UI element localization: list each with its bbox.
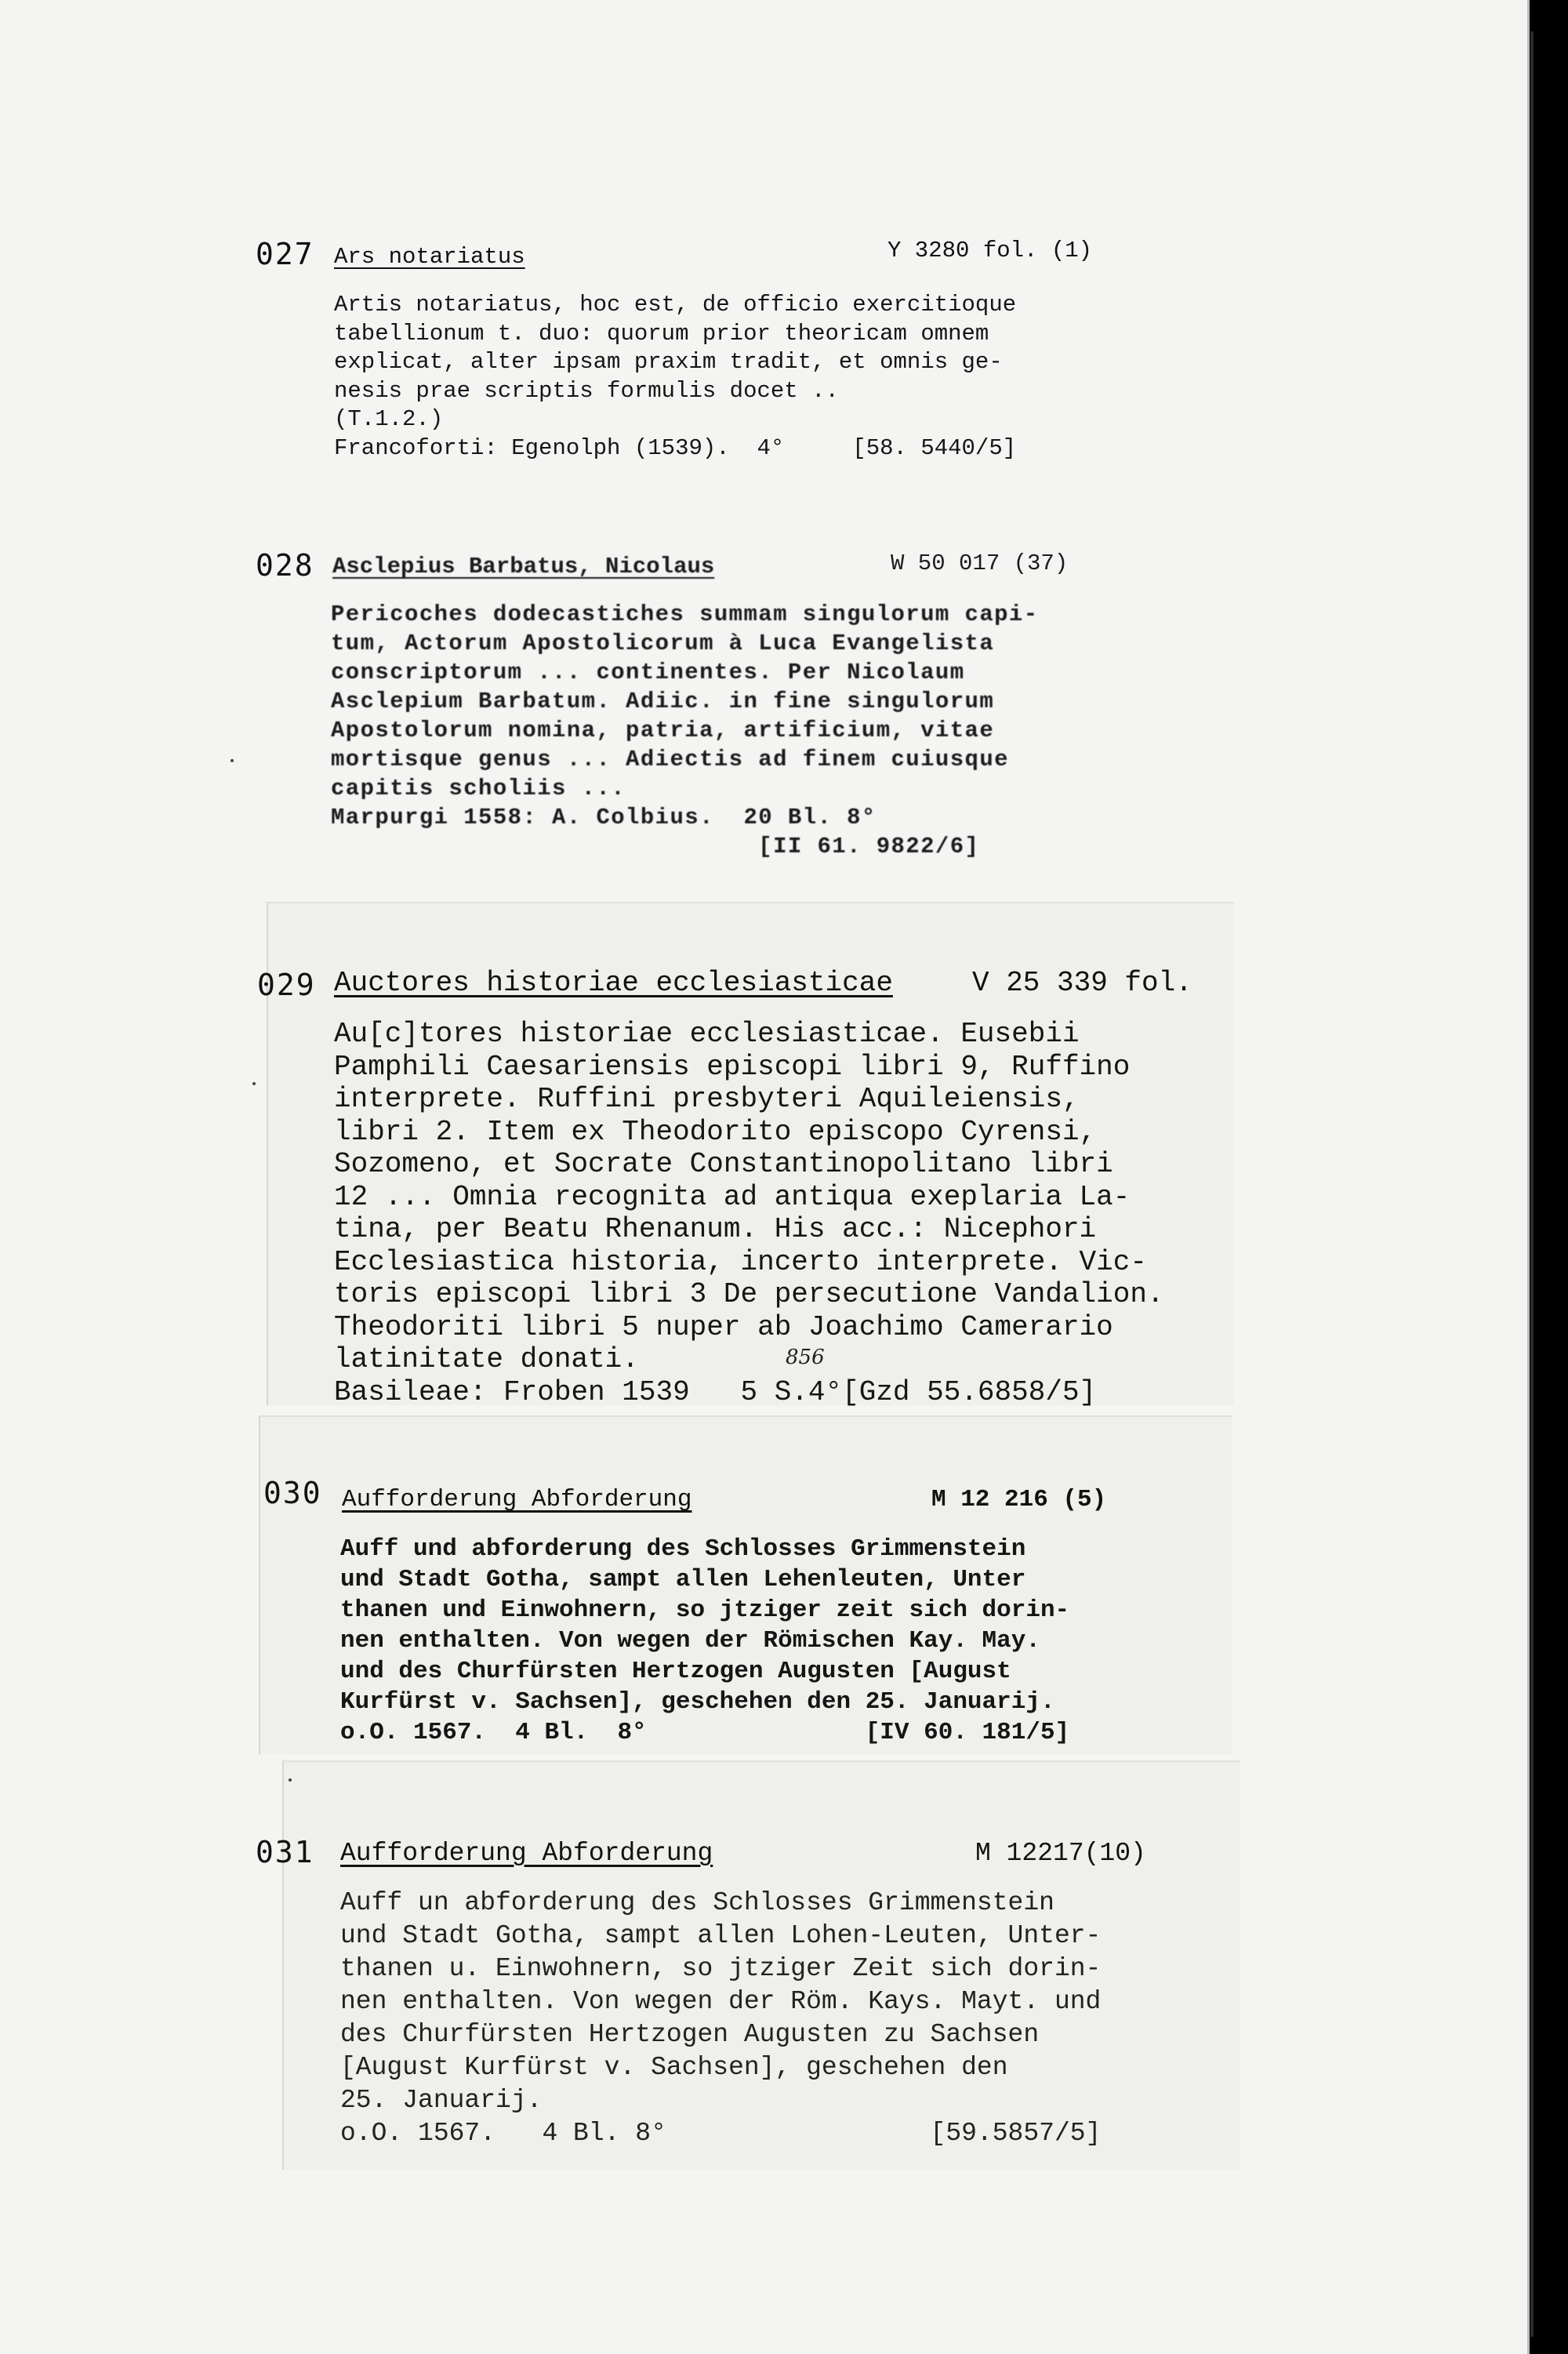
entry-heading: Aufforderung Abforderung	[340, 1839, 713, 1868]
entry-heading: Ars notariatus	[334, 244, 525, 270]
entry-number: 028	[256, 548, 314, 583]
shelf-signature: Y 3280 fol. (1)	[887, 238, 1093, 263]
entry-number: 027	[256, 237, 314, 271]
scan-speck	[230, 759, 234, 762]
entry-number: 030	[263, 1476, 322, 1510]
shelf-signature: M 12217(10)	[975, 1839, 1146, 1868]
entry-body: Pericoches dodecastiches summam singulorum capi- tum, Actorum Apostolicorum à Luca Evangelista conscriptorum ... continentes. Per Nicolaum Asclepium Barbatum. Adiic. in fine singulorum Apostolorum nomina, patria, artificium, vitae mortisque genus ... Adiectis ad finem cuiusque capitis scholiis ... Marpurgi 1558: A. Colbius. 20 Bl. 8° [II 61. 9822/6]	[331, 601, 1039, 859]
scan-speck	[289, 1778, 292, 1782]
entry-body: Artis notariatus, hoc est, de officio exercitioque tabellionum t. duo: quorum prior theoricam omnem explicat, alter ipsam praxim tradit, et omnis ge- nesis prae scriptis formulis docet .. (T.1.2.) Francoforti: Egenolph (1539). 4° [58. 5440/5]	[334, 292, 1017, 461]
shelf-signature: M 12 216 (5)	[931, 1486, 1107, 1513]
entry-body: Auff und abforderung des Schlosses Grimmenstein und Stadt Gotha, sampt allen Lehenleuten, Unter thanen und Einwohnern, so jtziger zeit sich dorin- nen enthalten. Von wegen der Römischen Kay. May. und des Churfürsten Hertzogen Augusten [August Kurfürst v. Sachsen], geschehen den 25. Januarij. o.O. 1567. 4 Bl. 8° [IV 60. 181/5]	[340, 1535, 1070, 1746]
shelf-signature: V 25 339 fol.	[972, 967, 1192, 999]
entry-heading: Asclepius Barbatus, Nicolaus	[332, 554, 715, 579]
entry-body: Au[c]tores historiae ecclesiasticae. Eusebii Pamphili Caesariensis episcopi libri 9, Ruffino interprete. Ruffini presbyteri Aquileiensis, libri 2. Item ex Theodorito episcopo Cyrensi, Sozomeno, et Socrate Constantinopolitano libri 12 ... Omnia recognita ad antiqua exeplaria La- tina, per Beatu Rhenanum. His acc.: Nicephori Ecclesiastica historia, incerto interprete. Vic- toris episcopi libri 3 De persecutione Vandalion. Theodoriti libri 5 nuper ab Joachimo Camerario latinitate donati. Basileae: Froben 1539 5 S.4°[Gzd 55.6858/5]	[334, 1018, 1164, 1408]
entry-body: Auff un abforderung des Schlosses Grimmenstein und Stadt Gotha, sampt allen Lohen-Leuten, Unter- thanen u. Einwohnern, so jtziger Zeit sich dorin- nen enthalten. Von wegen der Röm. Kays. Mayt. und des Churfürsten Hertzogen Augusten zu Sachsen [August Kurfürst v. Sachsen], geschehen den 25. Januarij. o.O. 1567. 4 Bl. 8° [59.5857/5]	[340, 1888, 1102, 2148]
entry-heading: Auctores historiae ecclesiasticae	[334, 967, 893, 999]
scan-speck	[252, 1082, 256, 1085]
page-edge-shadow	[1530, 31, 1534, 2337]
handwritten-note: 856	[786, 1346, 825, 1369]
entry-heading: Aufforderung Abforderung	[342, 1486, 692, 1513]
entry-number: 031	[256, 1835, 314, 1869]
shelf-signature: W 50 017 (37)	[891, 550, 1069, 576]
entry-number: 029	[257, 968, 316, 1002]
